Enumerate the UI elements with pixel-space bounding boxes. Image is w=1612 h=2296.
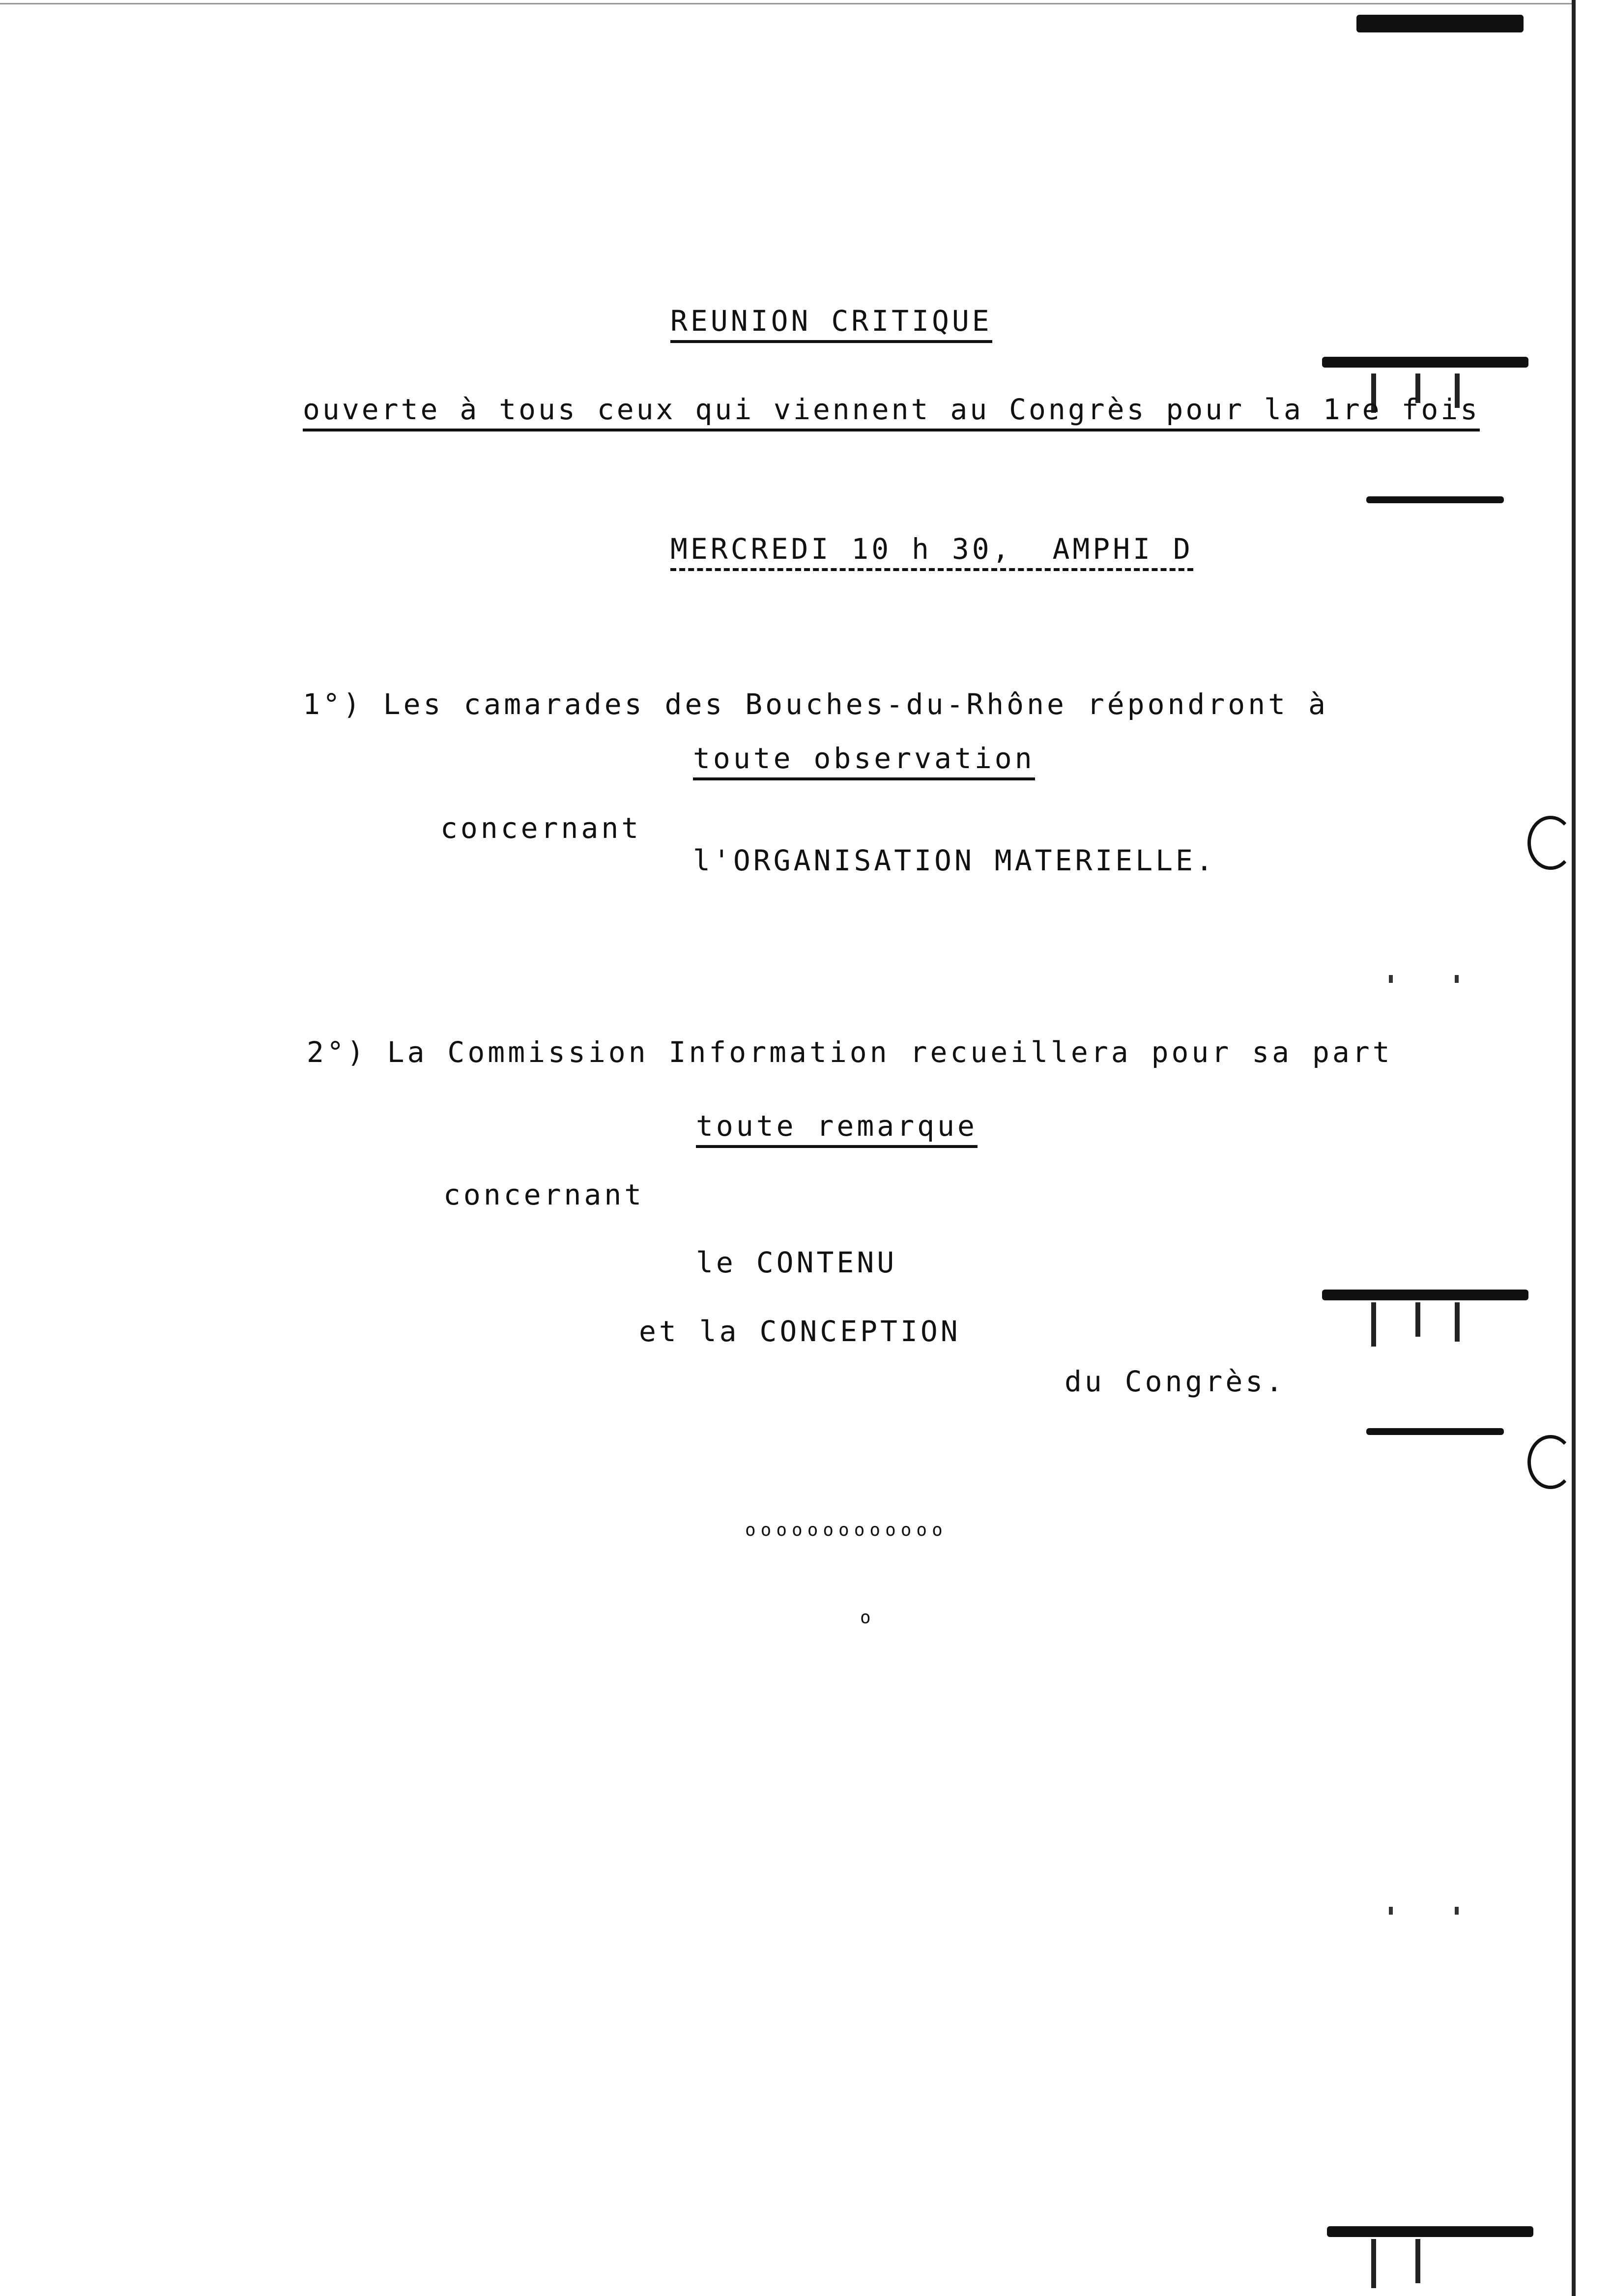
ink-smudge [1415, 2239, 1420, 2283]
ink-smudge [1327, 2226, 1533, 2237]
item1-object: toute observation [693, 744, 1035, 780]
item2-object: toute remarque [696, 1112, 978, 1148]
ink-smudge [1356, 15, 1524, 32]
speck-mark [1389, 1907, 1393, 1915]
speck-mark [1455, 1907, 1459, 1915]
document-subtitle: ouverte à tous ceux qui viennent au Congrès pour la 1re fois [303, 395, 1480, 431]
schedule-line: MERCREDI 10 h 30, AMPHI D [670, 535, 1193, 571]
binder-ring-icon [1527, 1435, 1574, 1489]
separator-row: ooooooooooooo [745, 1520, 948, 1540]
top-edge-rule [0, 3, 1573, 4]
item2-connector: concernant [443, 1178, 645, 1211]
ink-smudge [1415, 1302, 1420, 1337]
item2-topic1: le CONTENU [696, 1246, 897, 1279]
ink-smudge [1371, 2239, 1376, 2288]
ink-smudge [1322, 357, 1528, 368]
item1-connector: concernant [440, 811, 642, 845]
right-page-edge [1572, 0, 1576, 2296]
item1-lead: 1°) Les camarades des Bouches-du-Rhône répondront à [303, 688, 1328, 721]
speck-mark [1389, 975, 1393, 983]
binder-ring-icon [1527, 816, 1574, 870]
speck-mark [1455, 975, 1459, 983]
item2-topic2: et la CONCEPTION [639, 1315, 961, 1348]
item2-lead: 2°) La Commission Information recueillera pour sa part [307, 1035, 1393, 1069]
item2-tail: du Congrès. [1065, 1365, 1286, 1398]
ink-smudge [1371, 1302, 1376, 1347]
ink-smudge [1366, 1428, 1504, 1435]
document-title: REUNION CRITIQUE [670, 307, 992, 343]
end-mark: o [860, 1607, 874, 1628]
item1-topic: l'ORGANISATION MATERIELLE. [693, 844, 1216, 877]
ink-smudge [1322, 1290, 1528, 1300]
ink-smudge [1366, 496, 1504, 503]
ink-smudge [1455, 1302, 1460, 1342]
